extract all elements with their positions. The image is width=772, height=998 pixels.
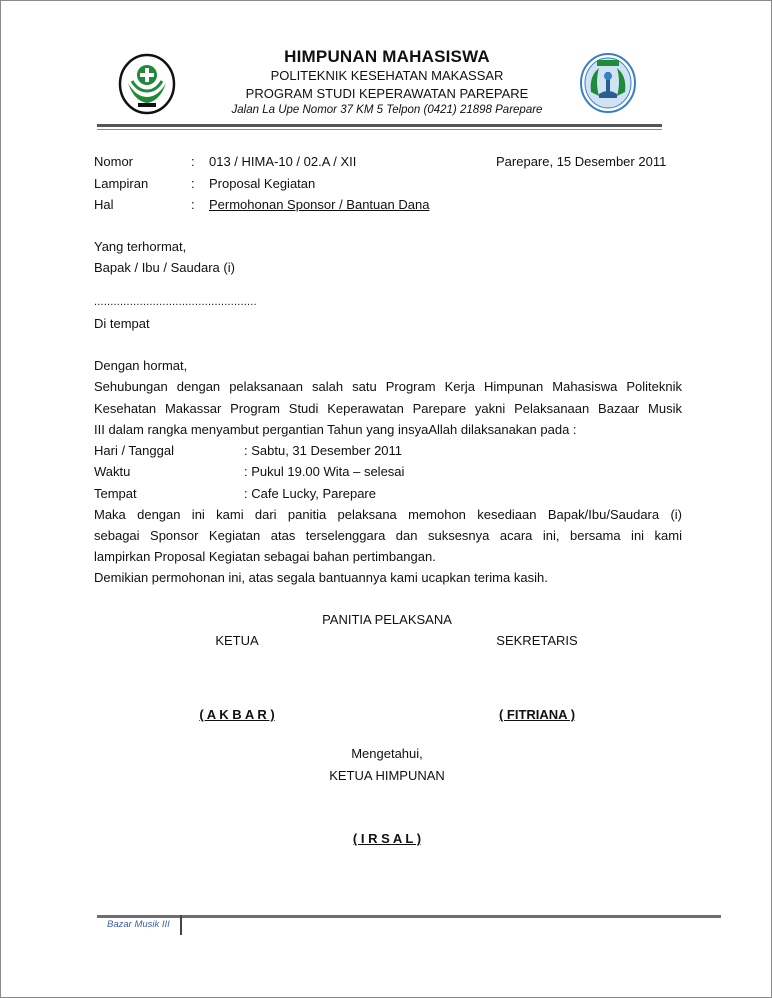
hal-value: Permohonan Sponsor / Bantuan Dana: [209, 197, 430, 212]
detail-label: Tempat: [94, 486, 137, 501]
secretary-name: ( FITRIANA ): [498, 707, 576, 722]
letterhead-rule: [97, 124, 662, 127]
addressee: Bapak / Ibu / Saudara (i): [94, 260, 235, 275]
footer-rule: [97, 915, 721, 918]
location: Di tempat: [94, 316, 150, 331]
committee-heading: PANITIA PELAKSANA: [322, 612, 452, 627]
closing-line-1: Maka dengan ini kami dari panitia pelaksana memohon kesediaan Bapak/Ibu/Saudara (i): [94, 507, 682, 522]
nomor-separator: :: [191, 154, 195, 169]
footer-divider: [180, 915, 182, 935]
salutation: Yang terhormat,: [94, 239, 187, 254]
head-name: ( I R S A L ): [352, 831, 422, 846]
head-title: KETUA HIMPUNAN: [329, 768, 445, 783]
hal-separator: :: [191, 197, 195, 212]
chair-name: ( A K B A R ): [199, 707, 275, 722]
lampiran-value: Proposal Kegiatan: [209, 176, 316, 191]
closing-line-3: lampirkan Proposal Kegiatan sebagai bahan pertimbangan.: [94, 549, 436, 564]
nomor-label: Nomor: [94, 154, 134, 169]
letterhead-title: HIMPUNAN MAHASISWA: [284, 47, 490, 66]
lampiran-label: Lampiran: [94, 176, 149, 191]
addressee-dotted-line: ..................................................: [94, 296, 257, 308]
letterhead-institution: POLITEKNIK KESEHATAN MAKASSAR: [270, 68, 504, 83]
hal-label: Hal: [94, 197, 114, 212]
chair-title: KETUA: [215, 633, 259, 648]
lampiran-separator: :: [191, 176, 195, 191]
acknowledged-label: Mengetahui,: [351, 746, 423, 761]
letterhead-address: Jalan La Upe Nomor 37 KM 5 Telpon (0421) 21898 Parepare: [231, 104, 543, 116]
letterhead-rule-thin: [97, 129, 662, 130]
secretary-title: SEKRETARIS: [496, 633, 578, 648]
opening: Dengan hormat,: [94, 358, 188, 373]
nomor-value: 013 / HIMA-10 / 02.A / XII: [209, 154, 357, 169]
detail-label: Waktu: [94, 464, 131, 479]
detail-value: : Cafe Lucky, Parepare: [244, 486, 376, 501]
body-line-1: Sehubungan dengan pelaksanaan salah satu Program Kerja Himpunan Mahasiswa Politeknik: [94, 379, 682, 394]
detail-label: Hari / Tanggal: [94, 443, 174, 458]
letterhead-program: PROGRAM STUDI KEPERAWATAN PAREPARE: [245, 86, 529, 101]
detail-value: : Pukul 19.00 Wita – selesai: [244, 464, 405, 479]
closing-line-4: Demikian permohonan ini, atas segala bantuannya kami ucapkan terima kasih.: [94, 570, 548, 585]
footer-text: Bazar Musik III: [107, 919, 170, 930]
body-line-3: III dalam rangka menyambut pergantian Tahun yang insyaAllah dilaksanakan pada :: [94, 422, 577, 437]
detail-value: : Sabtu, 31 Desember 2011: [244, 443, 403, 458]
closing-line-2: sebagai Sponsor Kegiatan atas terselenggara dan suksesnya acara ini, bersama ini kami: [94, 528, 682, 543]
place-date: Parepare, 15 Desember 2011: [496, 154, 667, 169]
body-line-2: Kesehatan Makassar Program Studi Keperawatan Parepare yakni Pelaksanaan Bazaar Musik: [94, 401, 682, 416]
